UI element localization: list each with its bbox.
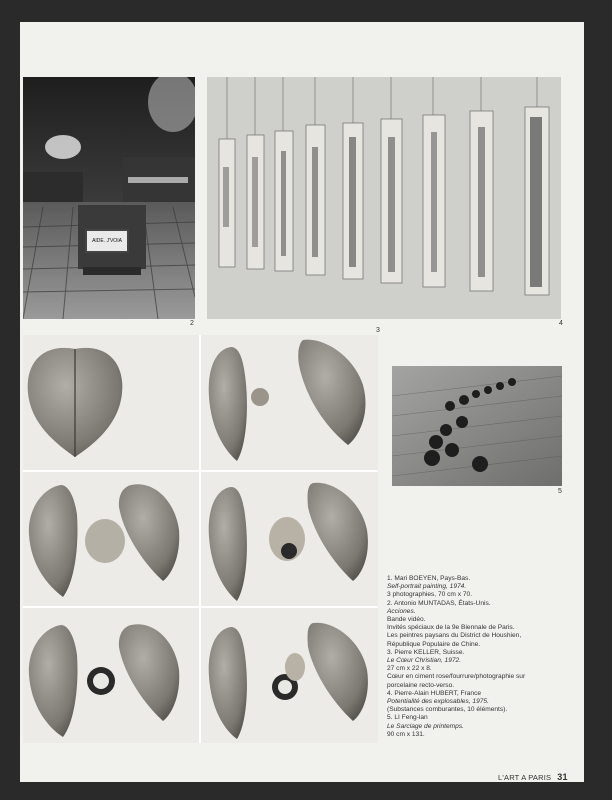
caption-line: 27 cm x 22 x 8. [387,665,432,673]
captions-block [387,575,587,739]
magazine-page [20,22,584,782]
photo-heart-sequence [23,335,378,743]
journal-name: L'ART A PARIS [498,773,552,782]
photo-spring-weeding [392,366,562,486]
caption-line: Self-portrait painting, 1974. [387,583,467,591]
caption-line: Cœur en ciment rose/fourrure/photographie sur [387,673,526,681]
figure-number-4: 4 [559,320,563,327]
caption-3 [387,649,587,690]
figure-number-3: 3 [376,327,380,334]
caption-line: 2. Antonio MUNTADAS, États-Unis. [387,599,491,607]
caption-2 [387,600,587,649]
figure-number-2: 2 [190,320,194,327]
caption-line: Potentialité des explosables, 1975. [387,698,489,706]
caption-line: 4. Pierre-Alain HUBERT, France [387,689,482,697]
tv-screen-text: AIDE. J'VOIA [85,229,129,253]
caption-line: 90 cm x 131. [387,730,425,738]
caption-line: Invités spéciaux de la 9e Biennale de Paris. [387,624,515,632]
caption-line: porcelaine recto-verso. [387,681,455,689]
photo-street-tv [23,77,195,319]
caption-line: Le Sarclage de printemps. [387,722,464,730]
caption-5 [387,714,587,739]
caption-line: République Populaire de Chine. [387,640,481,648]
caption-line: 3. Pierre KELLER, Suisse. [387,648,465,656]
page-footer [498,772,568,782]
caption-line: Le Cœur Christian, 1972. [387,657,462,665]
caption-line: Bande vidéo. [387,616,426,624]
caption-line: 3 photographies, 70 cm x 70. [387,591,473,599]
page-number: 31 [557,772,568,782]
caption-1 [387,575,587,600]
caption-line: (Substances comburantes, 10 éléments). [387,706,508,714]
figure-number-5: 5 [558,488,562,495]
caption-line: Les peintres paysans du District de Houshien, [387,632,522,640]
caption-line: 1. Mari BOEYEN, Pays-Bas. [387,575,471,582]
caption-line: 5. LI Feng-lan [387,714,428,722]
caption-line: Acciones. [387,607,416,615]
photo-hanging-elements [207,77,561,319]
caption-4 [387,690,587,715]
